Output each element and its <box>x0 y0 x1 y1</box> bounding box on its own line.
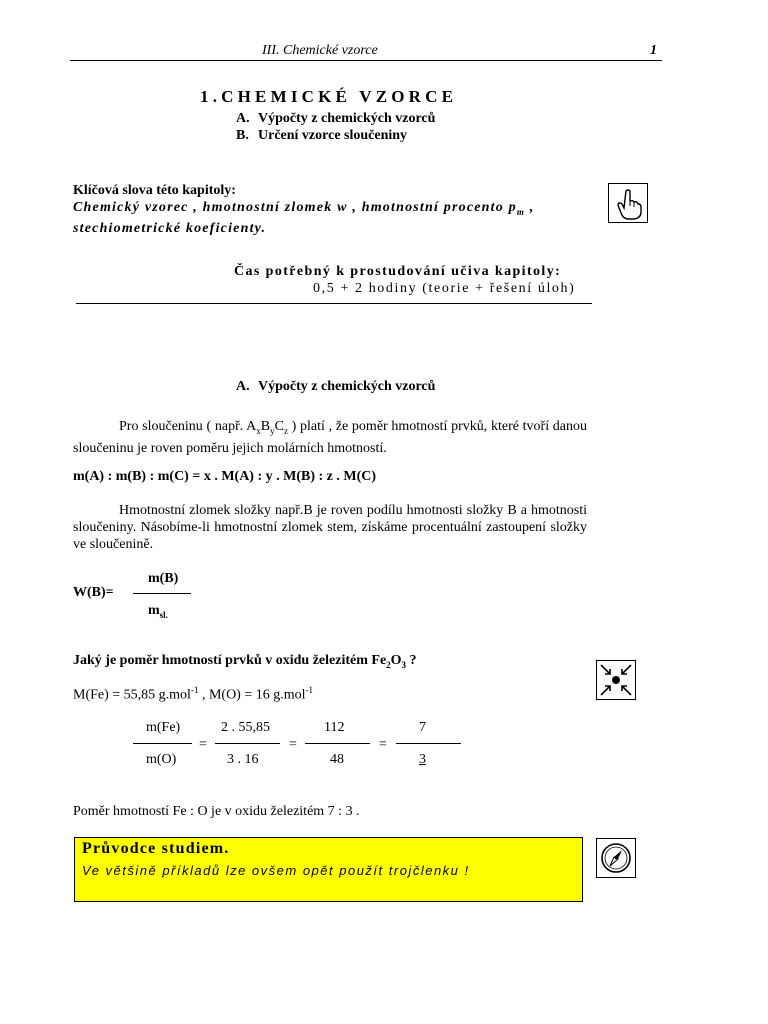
study-guide-title: Průvodce studiem. <box>82 840 230 857</box>
pointing-finger-icon <box>608 183 648 223</box>
chapter-subsection-a <box>236 111 435 127</box>
text-run: m <box>148 603 160 618</box>
header-rule <box>70 60 662 61</box>
superscript: -1 <box>190 685 199 695</box>
fraction-numerator: m(B) <box>148 571 179 586</box>
subscript: sl. <box>159 609 168 620</box>
calc-numerator-4: 7 <box>419 720 426 735</box>
subscript: x <box>256 425 261 436</box>
text-run: M(Fe) = 55,85 g.mol <box>73 687 191 703</box>
calc-denominator-4: 3 <box>419 752 426 767</box>
subscript: 2 <box>386 659 391 670</box>
calc-equals-2: = <box>289 737 297 752</box>
subscript: z <box>283 425 288 436</box>
subsection-label: Určení vzorce sloučeniny <box>258 128 408 143</box>
keywords-subscript: m <box>516 206 526 217</box>
calc-bar-3 <box>305 743 370 744</box>
section-a-heading <box>236 379 435 395</box>
calc-denominator-1: m(O) <box>146 752 177 767</box>
fraction-lhs: W(B)= <box>73 585 114 600</box>
study-guide-text: Ve většině příkladů lze ovšem opět použít trojčlenku ! <box>82 863 470 878</box>
section-letter: A. <box>236 379 250 394</box>
text-run: Pro sloučeninu ( např. A <box>119 419 257 434</box>
calc-denominator-3: 48 <box>330 752 344 767</box>
ratio-conclusion: Poměr hmotností Fe : O je v oxidu železitém 7 : 3 . <box>73 804 360 819</box>
keywords-text: Chemický vzorec , hmotnostní zlomek w , hmotnostní procento p <box>73 200 517 215</box>
fraction-bar <box>133 593 191 594</box>
section-divider <box>76 303 592 304</box>
calc-numerator-1: m(Fe) <box>146 720 181 735</box>
calc-bar-2 <box>215 743 280 744</box>
arrows-to-center-icon <box>596 660 636 700</box>
chapter-title: 1.CHEMICKÉ VZORCE <box>200 87 458 106</box>
paragraph-mass-fraction: Hmotnostní zlomek složky např.B je roven podílu hmotnosti složky B a hmotnosti sloučeniny. Násobíme-li hmotnostní zlomek stem, získáme procentuální zastoupení složky ve sloučenině. <box>73 503 587 552</box>
study-time-value: 0,5 + 2 hodiny (teorie + řešení úloh) <box>313 281 576 296</box>
calc-equals-1: = <box>199 737 207 752</box>
text-run: ) platí , že poměr hmotností prvků, které tvoří danou sloučeninu je roven poměru jejich molárních hmotností. <box>73 419 587 456</box>
fraction-denominator <box>148 603 168 620</box>
calc-numerator-2: 2 . 55,85 <box>221 720 270 735</box>
keywords-heading: Klíčová slova této kapitoly: <box>73 183 236 198</box>
text-run: C <box>274 419 284 434</box>
subscript: 3 <box>401 659 407 670</box>
keywords-line-1 <box>73 200 534 217</box>
compass-icon <box>596 838 636 878</box>
mass-ratio-formula: m(A) : m(B) : m(C) = x . M(A) : y . M(B) : z . M(C) <box>73 469 377 484</box>
calc-equals-3: = <box>379 737 387 752</box>
calc-numerator-3: 112 <box>324 720 345 735</box>
subscript: y <box>270 425 275 436</box>
page-number: 1 <box>650 43 657 58</box>
keywords-line-2: stechiometrické koeficienty. <box>73 221 267 236</box>
running-header-title: III. Chemické vzorce <box>262 43 378 58</box>
text-run: ? <box>406 653 417 668</box>
text-run: B <box>260 419 271 434</box>
keywords-text-end: , <box>525 200 535 215</box>
molar-masses <box>73 685 313 704</box>
text-run: , M(O) = 16 g.mol <box>198 687 306 703</box>
calc-bar-1 <box>133 743 192 744</box>
chapter-subsection-b <box>236 128 407 144</box>
superscript: -1 <box>305 685 314 695</box>
example-question <box>73 653 417 670</box>
section-title: Výpočty z chemických vzorců <box>258 379 436 394</box>
calc-bar-4 <box>396 743 461 744</box>
text-run: Jaký je poměr hmotností prvků v oxidu železitém Fe <box>73 653 387 668</box>
text-run: O <box>390 653 402 668</box>
subsection-letter: A. <box>236 111 250 126</box>
calc-denominator-2: 3 . 16 <box>227 752 259 767</box>
study-time-heading: Čas potřebný k prostudování učiva kapitoly: <box>234 264 562 279</box>
subsection-letter: B. <box>236 128 249 143</box>
subsection-label: Výpočty z chemických vzorců <box>258 111 436 126</box>
paragraph-mass-ratio <box>73 418 587 457</box>
